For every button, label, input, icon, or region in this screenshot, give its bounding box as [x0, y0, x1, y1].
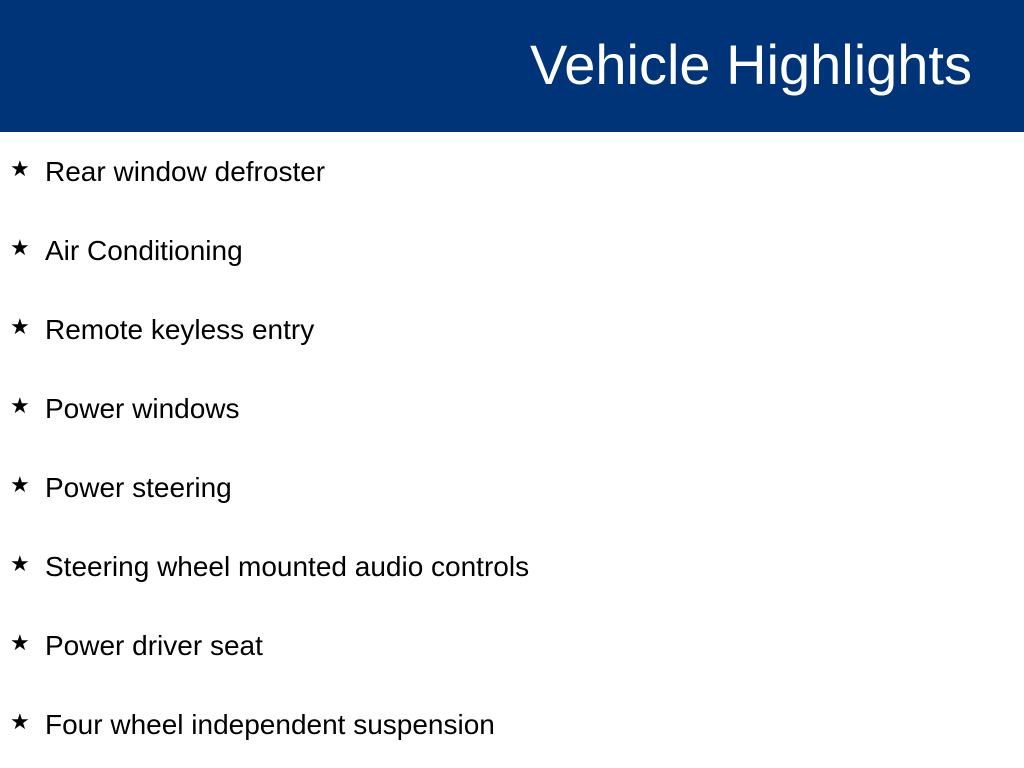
feature-label: Power steering	[45, 472, 232, 503]
star-icon: ★	[10, 552, 30, 577]
feature-label: Power driver seat	[45, 630, 263, 661]
list-item	[0, 624, 1024, 703]
star-icon: ★	[10, 157, 30, 182]
list-item	[0, 545, 1024, 624]
feature-label: Air Conditioning	[45, 235, 243, 266]
feature-list	[0, 150, 1024, 768]
list-item	[0, 703, 1024, 768]
list-item	[0, 308, 1024, 387]
feature-label: Power windows	[45, 393, 240, 424]
star-icon: ★	[10, 473, 30, 498]
star-icon: ★	[10, 236, 30, 261]
star-icon: ★	[10, 394, 30, 419]
star-icon: ★	[10, 710, 30, 735]
list-item	[0, 150, 1024, 229]
list-item	[0, 466, 1024, 545]
star-icon: ★	[10, 631, 30, 656]
page-title: Vehicle Highlights	[529, 33, 972, 96]
list-item	[0, 387, 1024, 466]
feature-label: Four wheel independent suspension	[45, 709, 495, 740]
list-item	[0, 229, 1024, 308]
feature-label: Rear window defroster	[45, 156, 326, 187]
feature-label: Remote keyless entry	[45, 314, 315, 345]
star-icon: ★	[10, 315, 30, 340]
title-banner	[0, 0, 1024, 132]
feature-label: Steering wheel mounted audio controls	[45, 551, 530, 582]
